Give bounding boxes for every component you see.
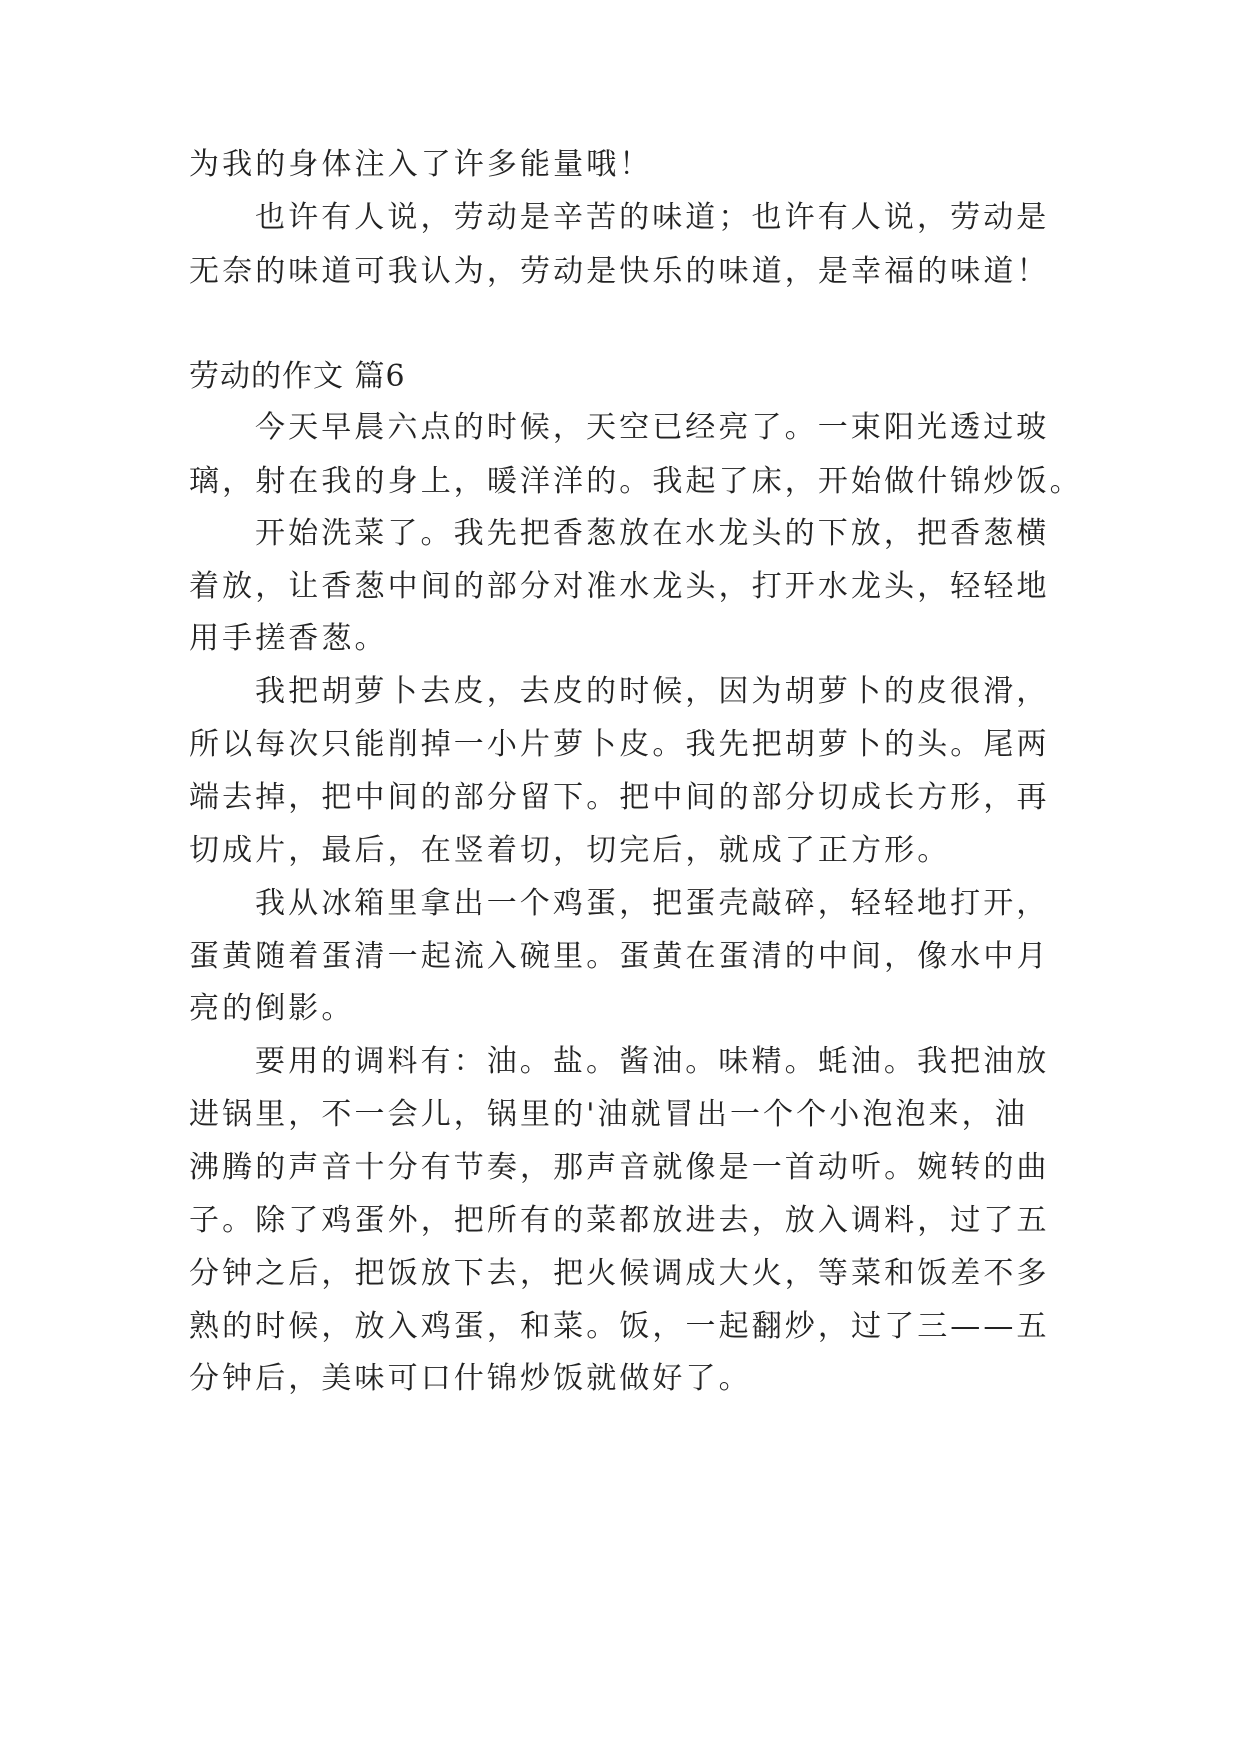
- paragraph-line: 我从冰箱里拿出一个鸡蛋，把蛋壳敲碎，轻轻地打开，: [255, 886, 1050, 921]
- paragraph-line: 璃，射在我的身上，暖洋洋的。我起了床，开始做什锦炒饭。: [189, 464, 1083, 499]
- paragraph-line: 熟的时候，放入鸡蛋，和菜。饭，一起翻炒，过了三——五: [189, 1309, 1050, 1344]
- text-line-fragment: 为我的身体注入了许多能量哦！: [189, 147, 653, 182]
- paragraph-line: 亮的倒影。: [189, 991, 355, 1026]
- paragraph-line: 分钟之后，把饭放下去，把火候调成大火，等菜和饭差不多: [189, 1256, 1050, 1291]
- paragraph-line: 也许有人说，劳动是辛苦的味道；也许有人说，劳动是: [255, 200, 1050, 235]
- paragraph-line: 开始洗菜了。我先把香葱放在水龙头的下放，把香葱横: [255, 516, 1050, 551]
- paragraph-line: 沸腾的声音十分有节奏，那声音就像是一首动听。婉转的曲: [189, 1150, 1050, 1185]
- paragraph-line: 进锅里，不一会儿，锅里的'油就冒出一个个小泡泡来，油: [189, 1097, 1028, 1132]
- paragraph-line: 所以每次只能削掉一小片萝卜皮。我先把胡萝卜的头。尾两: [189, 727, 1050, 762]
- paragraph-line: 端去掉，把中间的部分留下。把中间的部分切成长方形，再: [189, 780, 1050, 815]
- paragraph-line: 无奈的味道可我认为，劳动是快乐的味道，是幸福的味道！: [189, 254, 1050, 289]
- paragraph-line: 用手搓香葱。: [189, 621, 388, 656]
- paragraph-line: 我把胡萝卜去皮，去皮的时候，因为胡萝卜的皮很滑，: [255, 674, 1050, 709]
- paragraph-line: 分钟后，美味可口什锦炒饭就做好了。: [189, 1361, 752, 1396]
- section-title: 劳动的作文 篇6: [189, 359, 406, 394]
- paragraph-line: 要用的调料有：油。盐。酱油。味精。蚝油。我把油放: [255, 1044, 1050, 1079]
- paragraph-line: 切成片，最后，在竖着切，切完后，就成了正方形。: [189, 833, 951, 868]
- paragraph-line: 着放，让香葱中间的部分对准水龙头，打开水龙头，轻轻地: [189, 569, 1050, 604]
- paragraph-line: 子。除了鸡蛋外，把所有的菜都放进去，放入调料，过了五: [189, 1203, 1050, 1238]
- paragraph-line: 今天早晨六点的时候，天空已经亮了。一束阳光透过玻: [255, 410, 1050, 445]
- paragraph-line: 蛋黄随着蛋清一起流入碗里。蛋黄在蛋清的中间，像水中月: [189, 939, 1050, 974]
